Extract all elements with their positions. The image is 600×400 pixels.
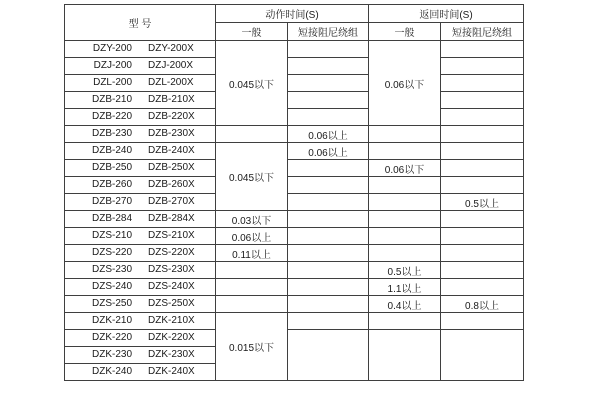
- model-name-base: DZB-260: [91, 179, 132, 191]
- model-cell: [65, 58, 216, 75]
- model-cell: [65, 126, 216, 143]
- model-name-base: DZB-250: [91, 162, 132, 174]
- action-general-cell: 0.06以上: [216, 228, 288, 245]
- return-general-cell: [369, 228, 441, 245]
- table-row: [65, 262, 524, 279]
- return-damped-cell: [441, 330, 524, 381]
- action-damped-cell: [288, 330, 369, 381]
- return-general-cell: [369, 126, 441, 143]
- model-name-x: DZS-240X: [148, 281, 195, 293]
- action-damped-cell: [288, 313, 369, 330]
- return-general-cell: [369, 245, 441, 262]
- table-row: [65, 228, 524, 245]
- col-header-action-time: 动作时间(S): [216, 5, 369, 23]
- action-general-cell: [216, 126, 288, 143]
- col-header-model: 型 号: [65, 5, 216, 41]
- table-row: [65, 92, 524, 109]
- model-name-x: DZB-284X: [148, 213, 195, 225]
- table-row: [65, 143, 524, 160]
- return-general-cell: 0.06以下: [369, 160, 441, 177]
- return-damped-cell: 0.5以上: [441, 194, 524, 211]
- model-name-base: DZY-200: [92, 43, 132, 55]
- action-general-cell: [216, 279, 288, 296]
- model-name-base: DZS-220: [91, 247, 132, 259]
- model-name-x: DZB-230X: [148, 128, 195, 140]
- action-damped-cell: [288, 160, 369, 177]
- model-cell: [65, 245, 216, 262]
- model-name-x: DZY-200X: [148, 43, 194, 55]
- action-general-cell: 0.045以下: [216, 143, 288, 211]
- table-row: [65, 58, 524, 75]
- model-name-x: DZS-230X: [148, 264, 195, 276]
- model-cell: [65, 194, 216, 211]
- action-damped-cell: [288, 228, 369, 245]
- model-name-x: DZK-230X: [148, 349, 195, 361]
- table-row: [65, 211, 524, 228]
- return-general-cell: [369, 143, 441, 160]
- table-row: [65, 177, 524, 194]
- model-name-base: DZB-230: [91, 128, 132, 140]
- model-name-x: DZL-200X: [148, 77, 194, 89]
- return-damped-cell: [441, 279, 524, 296]
- model-name-x: DZS-220X: [148, 247, 195, 259]
- model-cell: [65, 347, 216, 364]
- model-name-x: DZB-270X: [148, 196, 195, 208]
- table-row: [65, 194, 524, 211]
- model-cell: [65, 313, 216, 330]
- return-damped-cell: [441, 228, 524, 245]
- return-damped-cell: 0.8以上: [441, 296, 524, 313]
- return-general-cell: [369, 194, 441, 211]
- action-damped-cell: [288, 194, 369, 211]
- return-general-cell: [369, 330, 441, 381]
- col-header-action-general: 一般: [216, 23, 288, 41]
- table-header: [65, 5, 524, 41]
- model-name-base: DZK-210: [91, 315, 132, 327]
- action-damped-cell: [288, 177, 369, 194]
- action-damped-cell: [288, 262, 369, 279]
- model-cell: [65, 228, 216, 245]
- model-name-base: DZS-240: [91, 281, 132, 293]
- action-general-cell: 0.045以下: [216, 41, 288, 126]
- model-cell: [65, 296, 216, 313]
- return-general-cell: 0.4以上: [369, 296, 441, 313]
- action-damped-cell: [288, 279, 369, 296]
- return-damped-cell: [441, 177, 524, 194]
- return-damped-cell: [441, 245, 524, 262]
- model-name-base: DZS-230: [91, 264, 132, 276]
- model-name-base: DZS-210: [91, 230, 132, 242]
- model-cell: [65, 160, 216, 177]
- model-name-x: DZB-250X: [148, 162, 195, 174]
- model-name-x: DZK-240X: [148, 366, 195, 378]
- model-cell: [65, 109, 216, 126]
- model-name-base: DZL-200: [93, 77, 132, 89]
- table-row: [65, 245, 524, 262]
- model-name-base: DZB-210: [91, 94, 132, 106]
- return-damped-cell: [441, 75, 524, 92]
- return-general-cell: [369, 177, 441, 194]
- model-cell: [65, 92, 216, 109]
- table-row: [65, 296, 524, 313]
- model-name-base: DZB-270: [91, 196, 132, 208]
- table-body: [65, 41, 524, 381]
- model-name-x: DZB-240X: [148, 145, 195, 157]
- table-row: [65, 330, 524, 347]
- action-damped-cell: 0.06以上: [288, 143, 369, 160]
- action-damped-cell: [288, 75, 369, 92]
- model-name-x: DZS-210X: [148, 230, 195, 242]
- model-cell: [65, 279, 216, 296]
- return-damped-cell: [441, 109, 524, 126]
- action-damped-cell: [288, 109, 369, 126]
- action-damped-cell: [288, 41, 369, 58]
- model-cell: [65, 177, 216, 194]
- model-name-base: DZB-284: [91, 213, 132, 225]
- table-row: [65, 160, 524, 177]
- action-general-cell: [216, 296, 288, 313]
- return-damped-cell: [441, 262, 524, 279]
- return-general-cell: 1.1以上: [369, 279, 441, 296]
- return-general-cell: 0.06以下: [369, 41, 441, 126]
- table-row: [65, 279, 524, 296]
- col-header-return-general: 一般: [369, 23, 441, 41]
- relay-spec-table: [64, 4, 524, 381]
- return-damped-cell: [441, 211, 524, 228]
- action-damped-cell: [288, 211, 369, 228]
- model-name-base: DZK-220: [91, 332, 132, 344]
- return-damped-cell: [441, 143, 524, 160]
- action-damped-cell: [288, 92, 369, 109]
- return-damped-cell: [441, 92, 524, 109]
- table-row: [65, 41, 524, 58]
- table-row: [65, 75, 524, 92]
- model-cell: [65, 262, 216, 279]
- return-damped-cell: [441, 58, 524, 75]
- model-name-base: DZK-230: [91, 349, 132, 361]
- action-general-cell: 0.015以下: [216, 313, 288, 381]
- model-name-base: DZJ-200: [93, 60, 132, 72]
- action-general-cell: [216, 262, 288, 279]
- model-name-x: DZB-210X: [148, 94, 195, 106]
- header-row-groups: [65, 5, 524, 23]
- return-damped-cell: [441, 41, 524, 58]
- return-general-cell: 0.5以上: [369, 262, 441, 279]
- table-row: [65, 126, 524, 143]
- model-name-x: DZK-210X: [148, 315, 195, 327]
- action-general-cell: 0.03以下: [216, 211, 288, 228]
- return-damped-cell: [441, 313, 524, 330]
- col-header-return-damped: 短接阻尼绕组: [441, 23, 524, 41]
- col-header-return-time: 返回时间(S): [369, 5, 524, 23]
- model-name-x: DZB-220X: [148, 111, 195, 123]
- model-name-base: DZB-240: [91, 145, 132, 157]
- action-general-cell: 0.11以上: [216, 245, 288, 262]
- return-general-cell: [369, 211, 441, 228]
- col-header-action-damped: 短接阻尼绕组: [288, 23, 369, 41]
- model-name-x: DZK-220X: [148, 332, 195, 344]
- model-cell: [65, 41, 216, 58]
- model-cell: [65, 364, 216, 381]
- action-damped-cell: 0.06以上: [288, 126, 369, 143]
- table-row: [65, 313, 524, 330]
- table-row: [65, 109, 524, 126]
- model-cell: [65, 330, 216, 347]
- return-damped-cell: [441, 160, 524, 177]
- return-general-cell: [369, 313, 441, 330]
- action-damped-cell: [288, 245, 369, 262]
- model-name-x: DZJ-200X: [148, 60, 194, 72]
- model-name-x: DZB-260X: [148, 179, 195, 191]
- model-cell: [65, 211, 216, 228]
- model-name-base: DZB-220: [91, 111, 132, 123]
- model-cell: [65, 143, 216, 160]
- return-damped-cell: [441, 126, 524, 143]
- action-damped-cell: [288, 296, 369, 313]
- model-name-base: DZS-250: [91, 298, 132, 310]
- model-name-base: DZK-240: [91, 366, 132, 378]
- model-name-x: DZS-250X: [148, 298, 195, 310]
- action-damped-cell: [288, 58, 369, 75]
- model-cell: [65, 75, 216, 92]
